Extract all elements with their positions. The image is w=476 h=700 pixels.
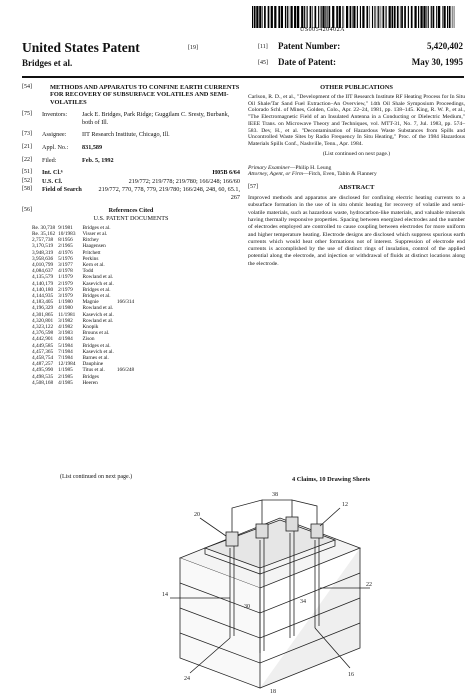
barcode-bar bbox=[327, 6, 328, 28]
barcode-bar bbox=[287, 6, 288, 28]
attorney-value: —Fitch, Even, Tabin & Flannery bbox=[303, 171, 377, 178]
field-label: Appl. No.: bbox=[42, 144, 69, 151]
ref-inventor: Magnie bbox=[82, 299, 99, 306]
reference-row bbox=[32, 367, 137, 373]
figure-label: 14 bbox=[162, 592, 168, 598]
barcode-bar bbox=[268, 6, 270, 28]
figure-label: 20 bbox=[194, 512, 200, 518]
barcode-bar bbox=[433, 6, 435, 28]
references-table bbox=[32, 225, 137, 386]
field-label: Inventors: bbox=[42, 111, 68, 119]
ref-date: 1/1980 bbox=[58, 299, 73, 306]
barcode-bar bbox=[408, 6, 409, 28]
barcode-bar bbox=[259, 6, 261, 28]
barcode-bar bbox=[357, 6, 358, 28]
barcode-bar bbox=[281, 6, 283, 28]
barcode-bar bbox=[315, 6, 317, 28]
patent-number-label: Patent Number: bbox=[278, 41, 341, 51]
ref-date: 5/1984 bbox=[58, 342, 73, 349]
barcode-bar bbox=[411, 6, 413, 28]
field-code: [73] bbox=[22, 131, 32, 138]
ref-number: 3,948,319 bbox=[32, 249, 54, 256]
ref-number: 4,140,180 bbox=[32, 286, 54, 293]
ref-number: 2,757,738 bbox=[32, 237, 54, 244]
ref-date: 3/1983 bbox=[58, 330, 73, 337]
field-label: U.S. Cl. bbox=[42, 177, 63, 185]
barcode-bar bbox=[297, 6, 299, 28]
ref-inventor: Dauphine bbox=[82, 361, 104, 368]
barcode-bar bbox=[252, 6, 253, 28]
barcode-bar bbox=[344, 6, 345, 28]
ref-date: 2/1985 bbox=[58, 373, 73, 380]
ref-class: 166/248 bbox=[116, 367, 135, 374]
barcode-bar bbox=[346, 6, 348, 28]
barcode-bar bbox=[262, 6, 263, 28]
barcode-bar bbox=[278, 6, 280, 28]
barcode-bar bbox=[443, 6, 445, 28]
ref-number: 4,458,754 bbox=[32, 355, 54, 362]
barcode-bar bbox=[352, 6, 353, 28]
ref-date: 1/1979 bbox=[58, 274, 73, 281]
barcode-bar bbox=[400, 6, 401, 28]
barcode-bar bbox=[310, 6, 312, 28]
uscl-value: 219/772; 219/778; 219/780; 166/248; 166/60 bbox=[128, 177, 240, 185]
barcode-bar bbox=[420, 6, 422, 28]
figure-label: 16 bbox=[348, 672, 354, 678]
field-code: [58] bbox=[22, 186, 32, 193]
ref-inventor: Knopik bbox=[82, 324, 99, 330]
ref-class bbox=[117, 380, 137, 386]
barcode-bar bbox=[418, 6, 419, 28]
ref-number: 4,508,168 bbox=[32, 379, 54, 386]
ref-inventor: Kern et al. bbox=[82, 261, 105, 268]
ref-number: Re. 35,162 bbox=[32, 230, 56, 237]
ref-inventor: Kasevich et al. bbox=[82, 311, 114, 318]
barcode-bar bbox=[423, 6, 425, 28]
ref-inventor: Brouns et al. bbox=[82, 330, 110, 337]
barcode-bar bbox=[438, 6, 440, 28]
barcode-bar bbox=[254, 6, 256, 28]
barcode-bar bbox=[374, 6, 375, 28]
field-code: [52] bbox=[22, 177, 32, 184]
inventors-field bbox=[22, 111, 240, 126]
ref-inventor: Haagensen bbox=[82, 243, 106, 250]
figure-label: 22 bbox=[366, 582, 372, 588]
bibliographic-column bbox=[22, 84, 240, 386]
barcode-bar bbox=[307, 6, 308, 28]
barcode-bar bbox=[271, 6, 273, 28]
barcode bbox=[252, 6, 456, 28]
barcode-bar bbox=[452, 6, 453, 28]
primary-examiner-label: Primary Examiner bbox=[248, 164, 290, 171]
ref-number: 4,495,990 bbox=[32, 367, 54, 374]
attorney bbox=[248, 171, 465, 178]
right-column bbox=[248, 84, 465, 268]
ref-date: 3/1979 bbox=[58, 292, 73, 299]
search-field bbox=[22, 186, 240, 201]
inventors-value: Jack E. Bridges, Park Ridge; Guggilam C. Sresty, Burbank, both of Ill. bbox=[82, 111, 230, 126]
ref-inventor: Bridges et al. bbox=[82, 342, 111, 349]
ref-number: 4,010,799 bbox=[32, 261, 54, 268]
figure-label: 34 bbox=[300, 599, 306, 605]
ref-date: 1/1985 bbox=[58, 367, 73, 374]
barcode-bar bbox=[336, 6, 338, 28]
inventors-short: Bridges et al. bbox=[22, 58, 73, 68]
ref-date: 4/1982 bbox=[58, 324, 73, 330]
barcode-number: US005420402A bbox=[300, 27, 346, 33]
barcode-bar bbox=[274, 6, 276, 28]
ref-inventor: Kasevich et al. bbox=[82, 348, 114, 355]
field-code: [56] bbox=[22, 206, 32, 213]
ref-date: 8/1956 bbox=[58, 237, 73, 244]
intcl-value: H05B 6/64 bbox=[212, 169, 240, 177]
barcode-bar bbox=[386, 6, 387, 28]
barcode-bar bbox=[329, 6, 331, 28]
barcode-bar bbox=[294, 6, 296, 28]
barcode-bar bbox=[428, 6, 429, 28]
barcode-bar bbox=[342, 6, 343, 28]
ref-date: 4/1985 bbox=[58, 379, 73, 386]
ref-date: 5/1976 bbox=[58, 255, 73, 262]
barcode-bar bbox=[289, 6, 290, 28]
barcode-bar bbox=[256, 6, 258, 28]
barcode-bar bbox=[404, 6, 406, 28]
other-publications-text: Carlson, R. D., et al., "Development of the IIT Research Institute RF Heating Process for In Situ Oil Shale/Tar Sand Fuel Extraction–An Overview," 14th Oil Shale Symposium Proceedings, Colorado Schl. of Mines, Golden, Colo., Apr. 22–24, 1981, pp. 138–145. King, R. W. P., et al., "The Electromagnetic Field of an Insulated Antenna in a Conducting or Dielectric Medium," IEEE Trans. on Microwave Theory and Techniques, vol. MTT-31, No. 7, Jul. 1983, pp. 574–583. Dev, H., et al. "Decontamination of Hazardous Waste Substances from Spills and Uncontrolled Waste Sites by Radio Frequency In Situ Heating," Proc. of the 1984 Hazardous Materials Spills Conf., Nashville, Tenn., Apr. 1984. bbox=[248, 94, 465, 147]
figure-label: 24 bbox=[184, 676, 190, 682]
barcode-bar bbox=[321, 6, 322, 28]
ref-number: 4,135,579 bbox=[32, 274, 54, 281]
ref-inventor: Bridges et al. bbox=[82, 286, 111, 293]
patent-number-code: [11] bbox=[258, 44, 268, 50]
barcode-bar bbox=[454, 6, 455, 28]
ref-number: 4,323,122 bbox=[32, 324, 54, 330]
barcode-bar bbox=[394, 6, 396, 28]
ref-number: 4,449,585 bbox=[32, 342, 54, 349]
ref-date: 2/1965 bbox=[58, 243, 73, 250]
ref-date: 4/1978 bbox=[58, 268, 73, 275]
field-code: [22] bbox=[22, 156, 32, 163]
ref-inventor: Rowland et al. bbox=[82, 274, 114, 281]
ref-inventor: Pritchett bbox=[82, 249, 101, 256]
ref-inventor: Rowland et al. bbox=[82, 317, 114, 324]
attorney-label: Attorney, Agent, or Firm bbox=[248, 171, 304, 178]
barcode-bar bbox=[401, 6, 403, 28]
ref-number: 4,498,535 bbox=[32, 373, 54, 380]
patent-number-block bbox=[258, 41, 463, 73]
filed-field bbox=[22, 157, 240, 165]
ref-inventor: Rowland et al. bbox=[82, 305, 114, 312]
ref-number: 4,320,801 bbox=[32, 317, 54, 324]
barcode-bar bbox=[383, 6, 385, 28]
barcode-bar bbox=[291, 6, 293, 28]
barcode-bar bbox=[449, 6, 451, 28]
figure-label: 38 bbox=[272, 492, 278, 498]
ref-date: 2/1979 bbox=[58, 286, 73, 293]
ref-date: 12/1984 bbox=[58, 361, 76, 368]
other-publications-continued: (List continued on next page.) bbox=[322, 150, 391, 157]
header-rule bbox=[22, 76, 464, 78]
barcode-bar bbox=[332, 6, 334, 28]
search-value: 219/772, 770, 778, 779, 219/780; 166/248, 248, 60, 65.1, 267 bbox=[98, 186, 240, 201]
claims-summary: 4 Claims, 10 Drawing Sheets bbox=[292, 476, 370, 483]
field-code: [75] bbox=[22, 111, 32, 118]
ref-number: 4,084,637 bbox=[32, 268, 54, 275]
barcode-bar bbox=[366, 6, 368, 28]
ref-inventor: Bridges bbox=[82, 373, 99, 380]
barcode-bar bbox=[304, 6, 305, 28]
ref-date: 4/1976 bbox=[58, 249, 73, 256]
patent-number: 5,420,402 bbox=[427, 41, 463, 51]
ref-number: 4,376,598 bbox=[32, 330, 54, 337]
ref-inventor: Heeren bbox=[82, 379, 98, 386]
barcode-bar bbox=[369, 6, 370, 28]
ref-date: 9/1981 bbox=[58, 224, 73, 231]
date-label: Date of Patent: bbox=[278, 57, 336, 67]
ref-date: 2/1979 bbox=[58, 280, 73, 287]
patent-title-code: [19] bbox=[188, 45, 198, 51]
ref-inventor: Ritchey bbox=[82, 237, 99, 244]
assignee-field bbox=[22, 131, 240, 139]
ref-number: 3,170,519 bbox=[32, 243, 54, 250]
patent-title: United States Patent bbox=[22, 40, 140, 55]
field-label: Int. Cl.⁶ bbox=[42, 169, 63, 177]
patent-date: May 30, 1995 bbox=[411, 57, 463, 67]
uscl-field bbox=[22, 178, 240, 186]
barcode-bar bbox=[381, 6, 382, 28]
ref-inventor: Bridges et al. bbox=[82, 224, 111, 231]
reference-row bbox=[32, 380, 137, 386]
barcode-bar bbox=[318, 6, 319, 28]
ref-number: 4,301,865 bbox=[32, 311, 54, 318]
ref-number: 4,457,365 bbox=[32, 348, 54, 355]
ref-inventor: Perkins bbox=[82, 255, 99, 262]
figure-label: 18 bbox=[270, 689, 276, 695]
ref-inventor: Titus et al. bbox=[82, 367, 105, 374]
date-code: [45] bbox=[258, 60, 268, 66]
representative-drawing bbox=[160, 488, 380, 698]
ref-inventor: Bridges et al. bbox=[82, 292, 111, 299]
barcode-bar bbox=[377, 6, 378, 28]
barcode-bar bbox=[442, 6, 443, 28]
title-field bbox=[22, 84, 240, 106]
ref-date: 7/1984 bbox=[58, 355, 73, 362]
barcode-bar bbox=[392, 6, 394, 28]
ref-inventor: Barnes et al. bbox=[82, 355, 109, 362]
figure-label: 30 bbox=[244, 604, 250, 610]
barcode-bar bbox=[312, 6, 313, 28]
abstract-code: [57] bbox=[248, 184, 258, 191]
ref-number: 4,487,257 bbox=[32, 361, 54, 368]
ref-number: 4,140,179 bbox=[32, 280, 54, 287]
ref-number: 4,442,901 bbox=[32, 336, 54, 343]
appl-field bbox=[22, 144, 240, 152]
barcode-bar bbox=[325, 6, 326, 28]
barcode-bar bbox=[285, 6, 286, 28]
ref-inventor: Visser et al. bbox=[82, 230, 108, 237]
barcode-bar bbox=[322, 6, 324, 28]
patent-number-row bbox=[258, 41, 463, 57]
barcode-bar bbox=[389, 6, 391, 28]
barcode-bar bbox=[436, 6, 437, 28]
abstract-heading: ABSTRACT bbox=[338, 184, 375, 192]
field-code: [21] bbox=[22, 144, 32, 150]
ref-inventor: Todd bbox=[82, 268, 94, 275]
barcode-bar bbox=[431, 6, 432, 28]
barcode-bar bbox=[301, 6, 303, 28]
field-label: Filed: bbox=[42, 156, 57, 164]
ref-date: 3/1982 bbox=[58, 317, 73, 324]
ref-class: 166/314 bbox=[116, 299, 135, 306]
ref-number: 4,196,329 bbox=[32, 305, 54, 312]
ref-date: 3/1977 bbox=[58, 261, 73, 268]
ref-number: 4,183,405 bbox=[32, 299, 54, 306]
ref-date: 11/1981 bbox=[58, 311, 76, 318]
barcode-bar bbox=[397, 6, 399, 28]
ref-inventor: Zison bbox=[82, 336, 95, 343]
figure-label: 12 bbox=[342, 502, 348, 508]
date-row bbox=[258, 57, 463, 73]
ref-date: 4/1984 bbox=[58, 336, 73, 343]
references-continued-note: (List continued on next page.) bbox=[60, 474, 133, 480]
references-heading: References Cited bbox=[108, 206, 154, 214]
ref-date: 7/1984 bbox=[58, 348, 73, 355]
ref-date: 4/1980 bbox=[58, 305, 73, 312]
field-code: [51] bbox=[22, 169, 32, 176]
barcode-bar bbox=[350, 6, 352, 28]
intcl-field bbox=[22, 169, 240, 177]
barcode-bar bbox=[414, 6, 416, 28]
ref-number: 3,958,636 bbox=[32, 255, 54, 262]
barcode-bar bbox=[353, 6, 355, 28]
filed-value: Feb. 5, 1992 bbox=[82, 156, 114, 164]
barcode-bar bbox=[447, 6, 448, 28]
primary-examiner-value: —Philip H. Leung bbox=[289, 164, 332, 171]
barcode-bar bbox=[360, 6, 361, 28]
ref-date: 10/1983 bbox=[58, 230, 76, 237]
field-label: Field of Search bbox=[42, 186, 82, 194]
appl-value: 831,589 bbox=[82, 144, 103, 151]
barcode-bar bbox=[426, 6, 427, 28]
primary-examiner bbox=[248, 165, 465, 172]
ref-number: Re. 30,738 bbox=[32, 224, 56, 231]
barcode-bar bbox=[264, 6, 266, 28]
field-code: [54] bbox=[22, 84, 32, 90]
barcode-bar bbox=[378, 6, 379, 28]
ref-number: 4,144,935 bbox=[32, 292, 54, 299]
other-publications-heading: OTHER PUBLICATIONS bbox=[320, 84, 393, 91]
invention-title: METHODS AND APPARATUS TO CONFINE EARTH CURRENTS FOR RECOVERY OF SUBSURFACE VOLATILES AND SEMI-VOLATILES bbox=[50, 84, 240, 106]
abstract-heading-row bbox=[248, 184, 465, 193]
barcode-bar bbox=[362, 6, 364, 28]
abstract-text: Improved methods and apparatus are disclosed for confining electric heating currents to a subsurface formation in the use of in situ ohmic heating for recovery of volatile and semi-volatile materials, such as hazardous waste, hydrocarbon-like materials, and valuable minerals having thermally responsive properties. Spacing between energized electrodes and the number of electrodes employed are controlled to cause coupling between electrodes for more uniform and higher temperature heating. Electrode designs are disclosed which suppress spurious earth currents which would heat other formations not of interest. Suppression of electrode end currents is accomplished by the use of distinct rings of insulation, control of the applied potential along the electrode, and injection or withdrawal of fluids at distinct locations along the electrode. bbox=[248, 195, 465, 267]
ref-inventor: Kasevich et al. bbox=[82, 280, 114, 287]
references-subheading: U.S. PATENT DOCUMENTS bbox=[93, 215, 169, 223]
barcode-bar bbox=[372, 6, 373, 28]
field-label: Assignee: bbox=[42, 131, 67, 139]
assignee-value: IIT Research Institute, Chicago, Ill. bbox=[82, 131, 170, 139]
references-section bbox=[22, 207, 240, 386]
barcode-bar bbox=[339, 6, 341, 28]
